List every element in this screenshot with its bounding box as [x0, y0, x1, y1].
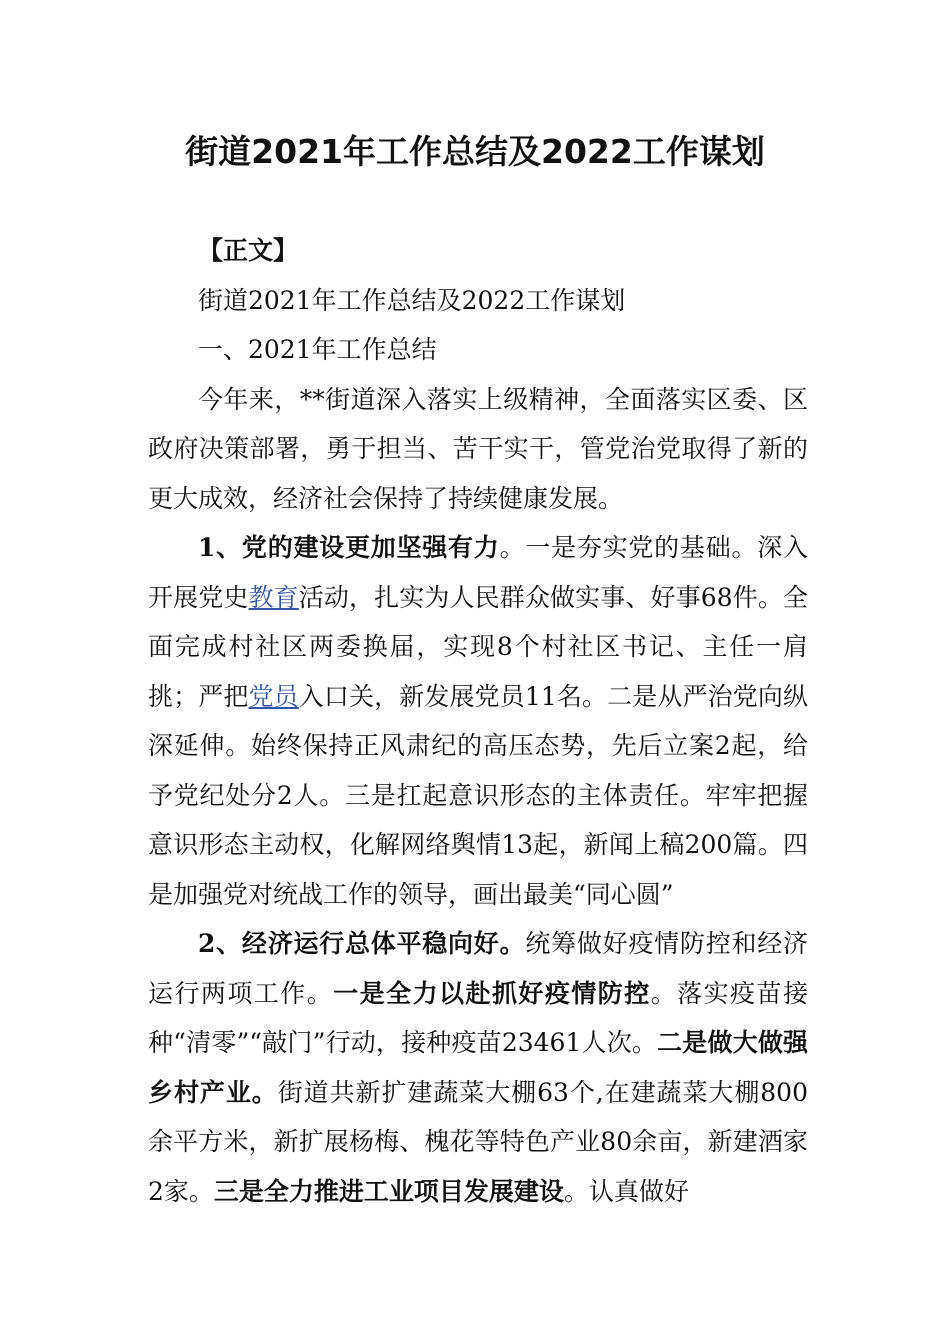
paragraph-party-building: 1、党的建设更加坚强有力。一是夯实党的基础。深入开展党史教育活动，扎实为人民群众做实事、好事68件。全面完成村社区两委换届，实现8个村社区书记、主任一肩挑；严把党员入口关，新发展党员11名。二是从严治党向纵深延伸。始终保持正风肃纪的高压态势，先后立案2起，给予党纪处分2人。三是扛起意识形态的主体责任。牢牢把握意识形态主动权，化解网络舆情13起，新闻上稿200篇。四是加强党对统战工作的领导，画出最美“同心圆”	[148, 533, 808, 909]
paragraph-economy: 2、经济运行总体平稳向好。统筹做好疫情防控和经济运行两项工作。一是全力以赴抓好疫情防控。落实疫苗接种“清零”“敲门”行动，接种疫苗23461人次。二是做大做强乡村产业。街道共新扩建蔬菜大棚63个,在建蔬菜大棚800余平方米，新扩展杨梅、槐花等特色产业80余亩，新建酒家2家。三是全力推进工业项目发展建设。认真做好	[148, 929, 808, 1206]
intro-paragraph: 今年来，**街道深入落实上级精神，全面落实区委、区政府决策部署，勇于担当、苦干实干，管党治党取得了新的更大成效，经济社会保持了持续健康发展。	[148, 384, 808, 513]
document-title: 街道2021年工作总结及2022工作谋划	[185, 132, 765, 171]
paragraph-lead: 2、经济运行总体平稳向好。	[198, 929, 526, 958]
document-subtitle: 街道2021年工作总结及2022工作谋划	[198, 285, 626, 315]
link-party-member[interactable]: 党员	[248, 681, 299, 711]
link-education[interactable]: 教育	[248, 582, 299, 612]
document-body	[148, 226, 808, 1216]
paragraph-lead: 1、党的建设更加坚强有力	[198, 533, 500, 562]
heading-1: 一、2021年工作总结	[198, 335, 437, 364]
section-tag: 【正文】	[198, 236, 299, 265]
